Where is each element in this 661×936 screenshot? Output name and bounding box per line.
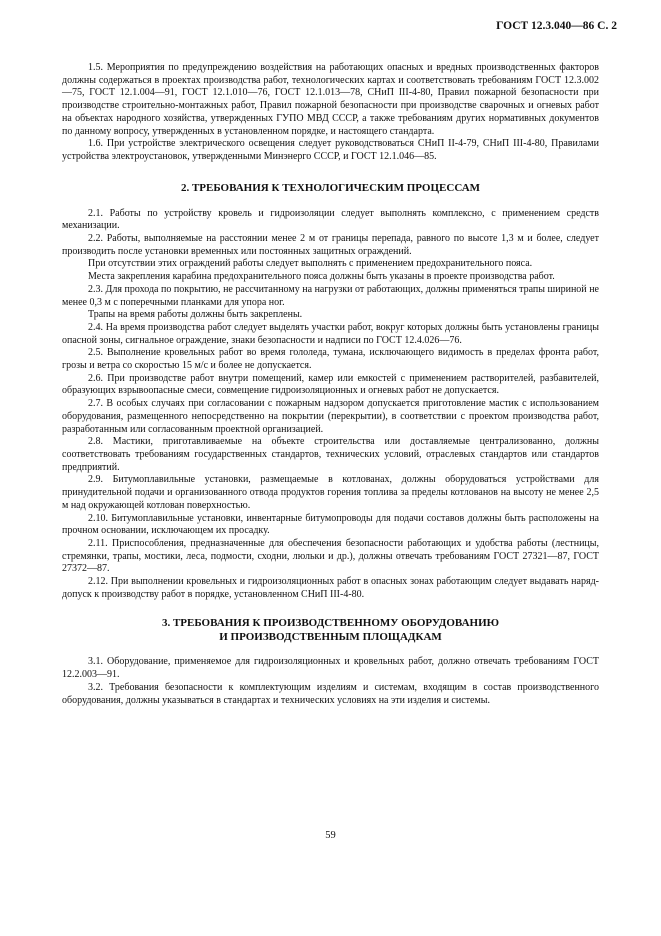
paragraph-1-6: 1.6. При устройстве электрического освещения следует руководствоваться СНиП II-4-79, СНиП III-4-80, Правилами устройства электроустановок, утвержденными Минэнерго СССР, и ГОСТ 12.1.046—85. — [62, 138, 599, 162]
section-3-title-line-2: И ПРОИЗВОДСТВЕННЫМ ПЛОЩАДКАМ — [219, 631, 442, 644]
section-2-body — [62, 208, 599, 602]
document-body — [62, 62, 599, 707]
paragraph-2-5: 2.5. Выполнение кровельных работ во время гололеда, тумана, исключающего видимость в пределах фронта работ, грозы и ветра со скоростью 15 м/с и более не допускается. — [62, 347, 599, 372]
paragraph-2-10: 2.10. Битумоплавильные установки, инвентарные битумопроводы для подачи составов должны быть расположены на прочном основании, исключающем их просадку. — [62, 512, 599, 537]
paragraph-2-8: 2.8. Мастики, приготавливаемые на объекте строительства или доставляемые централизованно, должны соответствовать требованиям государственных стандартов, технических условий, отраслевых стандартов или стандартов предприятий. — [62, 436, 599, 473]
paragraph-2-2-a: При отсутствии этих ограждений работы следует выполнять с применением предохранительного пояса. — [88, 258, 533, 270]
paragraph-2-7: 2.7. В особых случаях при согласовании с пожарным надзором допускается приготовление мастик с использованием оборудования, размещенного непосредственно на покрытии (перекрытии), в соответствии с проектом производства работ, разработанным или согласованным проектной организацией. — [62, 398, 599, 435]
section-3-body — [62, 656, 599, 707]
paragraph-2-4: 2.4. На время производства работ следует выделять участки работ, вокруг которых должны быть установлены границы опасной зоны, сигнальное ограждение, знаки безопасности и надписи по ГОСТ 12.4.026—76. — [62, 321, 599, 346]
paragraph-1-5: 1.5. Мероприятия по предупреждению воздействия на работающих опасных и вредных производственных факторов должны содержаться в проектах производства работ, технологических картах и соответствовать требованиям ГОСТ 12.3.002—75, ГОСТ 12.1.004—91, ГОСТ 12.1.010—76, ГОСТ 12.1.013—78, СНиП III-4-80, Правил пожарной безопасности при производстве строительно-монтажных работ, Правил пожарной безопасности при производстве сварочных и огневых работ на объектах народного хозяйства, утвержденных ГУПО МВД СССР, а также требованиям других нормативных документов по данному вопросу, утвержденных в установленном порядке, и настоящего стандарта. — [62, 62, 599, 137]
paragraph-2-11: 2.11. Приспособления, предназначенные для обеспечения безопасности работающих и удобства работы (лестницы, стремянки, трапы, мостики, леса, подмости, сходни, люльки и др.), должны отвечать требованиям ГОСТ 27321—87, ГОСТ 27372—87. — [62, 537, 599, 575]
paragraph-2-9: 2.9. Битумоплавильные установки, размещаемые в котлованах, должны оборудоваться устройствами для принудительной подачи и организованного отвода продуктов горения топлива за пределы котлованов на высоту не менее 2,5 м над окружающей котлован поверхностью. — [62, 474, 599, 511]
paragraph-2-12: 2.12. При выполнении кровельных и гидроизоляционных работ в опасных зонах работающим следует выдавать наряд-допуск к производству работ в порядке, установленном СНиП III-4-80. — [62, 576, 599, 600]
paragraph-2-1: 2.1. Работы по устройству кровель и гидроизоляции следует выполнять комплексно, с применением средств механизации. — [62, 207, 599, 232]
page-number: 59 — [325, 830, 336, 841]
paragraph-2-3: 2.3. Для прохода по покрытию, не рассчитанному на нагрузки от работающих, должны применяться трапы шириной не менее 0,3 м с поперечными планками для упора ног. — [62, 283, 599, 308]
paragraph-2-3-a: Трапы на время работы должны быть закреплены. — [88, 309, 303, 321]
document-header: ГОСТ 12.3.040—86 С. 2 — [496, 20, 617, 32]
section-3-title — [62, 616, 599, 644]
paragraph-2-2-b: Места закрепления карабина предохранительного пояса должны быть указаны в проекте производства работ. — [88, 271, 555, 283]
paragraph-2-2: 2.2. Работы, выполняемые на расстоянии менее 2 м от границы перепада, равного по высоте 1,3 м и более, следует производить после установки временных или постоянных защитных ограждений. — [62, 233, 599, 257]
paragraph-3-2: 3.2. Требования безопасности к комплектующим изделиям и системам, входящим в состав производственного оборудования, должны указываться в стандартах и технических условиях на эти изделия и системы. — [62, 681, 599, 706]
paragraph-2-6: 2.6. При производстве работ внутри помещений, камер или емкостей с применением растворителей, разбавителей, образующих взрывоопасные смеси, совмещение гидроизоляционных и огневых работ не допускается. — [62, 372, 599, 397]
paragraph-3-1: 3.1. Оборудование, применяемое для гидроизоляционных и кровельных работ, должно отвечать требованиям ГОСТ 12.2.003—91. — [62, 656, 599, 681]
section-3-title-line-1: 3. ТРЕБОВАНИЯ К ПРОИЗВОДСТВЕННОМУ ОБОРУДОВАНИЮ — [161, 617, 500, 630]
section-2-title: 2. ТРЕБОВАНИЯ К ТЕХНОЛОГИЧЕСКИМ ПРОЦЕССАМ — [180, 181, 481, 194]
